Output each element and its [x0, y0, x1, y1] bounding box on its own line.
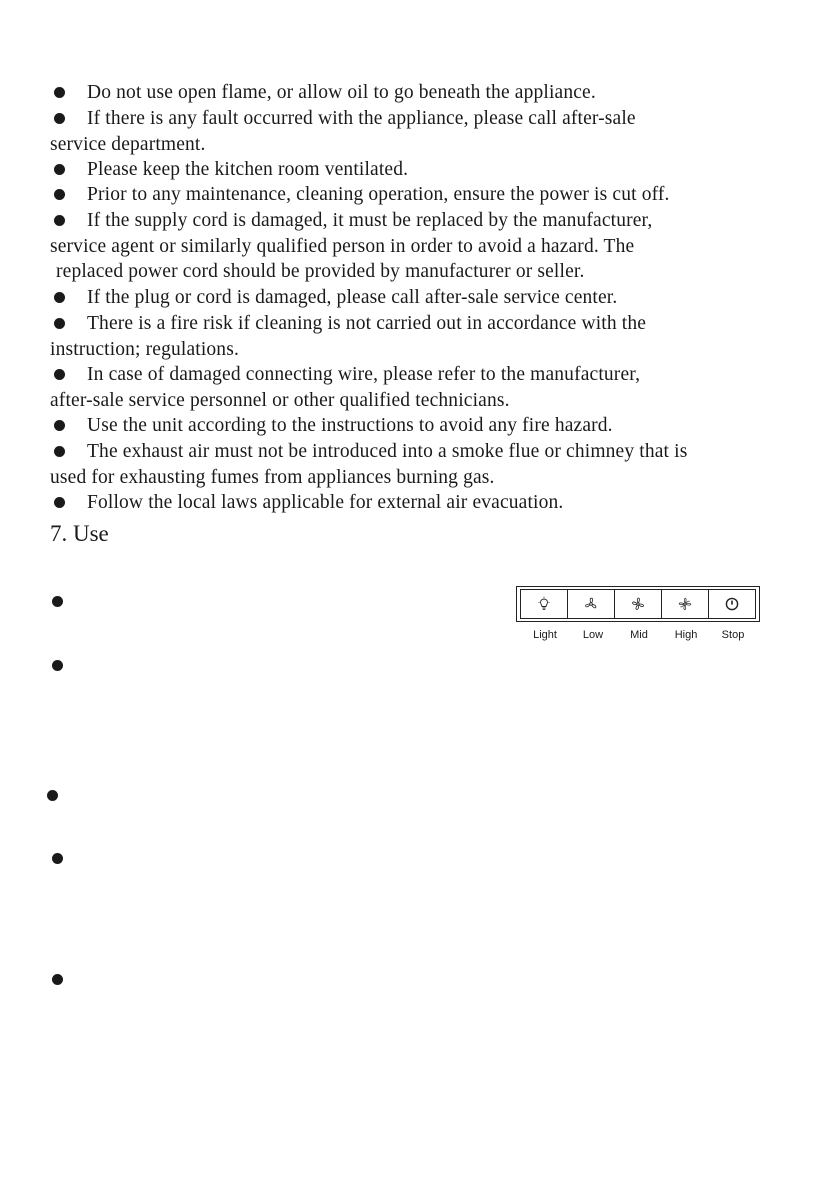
- fan-low-icon: [583, 596, 599, 612]
- warning-text: If there is any fault occurred with the appliance, please call after-sale: [87, 108, 636, 129]
- warning-text: Follow the local laws applicable for external air evacuation.: [87, 492, 564, 513]
- warning-text: Prior to any maintenance, cleaning operation, ensure the power is cut off.: [87, 184, 670, 205]
- bullet-icon: [54, 113, 65, 124]
- warning-text: Please keep the kitchen room ventilated.: [87, 159, 409, 180]
- section-title: 7. Use: [50, 521, 109, 546]
- stop-key-label: Stop: [721, 629, 745, 641]
- warning-text: used for exhausting fumes from appliances burning gas.: [50, 467, 495, 488]
- bullet-icon: [54, 164, 65, 175]
- fan-mid-icon: [630, 596, 646, 612]
- warning-text: service agent or similarly qualified person in order to avoid a hazard. The: [50, 236, 635, 257]
- warning-text: In case of damaged connecting wire, please refer to the manufacturer,: [87, 364, 641, 385]
- power-icon: [724, 596, 740, 612]
- high-key-label: High: [674, 629, 698, 641]
- control-panel-keys: [520, 589, 756, 619]
- warning-text: Use the unit according to the instructions to avoid any fire hazard.: [87, 415, 613, 436]
- bullet-icon: [54, 189, 65, 200]
- warning-text: The exhaust air must not be introduced into a smoke flue or chimney that is: [87, 441, 688, 462]
- bullet-icon: [54, 369, 65, 380]
- warning-text: instruction; regulations.: [50, 339, 239, 360]
- fan-high-icon: [677, 596, 693, 612]
- warning-text: Do not use open flame, or allow oil to go beneath the appliance.: [87, 82, 596, 103]
- warning-text: replaced power cord should be provided by manufacturer or seller.: [56, 261, 585, 282]
- bullet-icon: [54, 87, 65, 98]
- mid-key: [615, 590, 662, 618]
- bullet-icon: [54, 446, 65, 457]
- light-bulb-icon: [536, 596, 552, 612]
- mid-key-label: Mid: [630, 629, 648, 641]
- bullet-icon: [54, 420, 65, 431]
- bullet-icon: [54, 292, 65, 303]
- bullet-icon: [52, 596, 63, 607]
- warning-text: after-sale service personnel or other qualified technicians.: [50, 390, 510, 411]
- warning-text: service department.: [50, 134, 206, 155]
- light-key: [521, 590, 568, 618]
- bullet-icon: [54, 497, 65, 508]
- bullet-icon: [52, 974, 63, 985]
- stop-key: [709, 590, 755, 618]
- bullet-icon: [47, 790, 58, 801]
- low-key-label: Low: [582, 629, 604, 641]
- bullet-icon: [54, 215, 65, 226]
- bullet-icon: [52, 660, 63, 671]
- low-key: [568, 590, 615, 618]
- high-key: [662, 590, 709, 618]
- control-panel: [516, 586, 760, 622]
- warning-text: If the supply cord is damaged, it must be replaced by the manufacturer,: [87, 210, 653, 231]
- bullet-icon: [54, 318, 65, 329]
- light-key-label: Light: [533, 629, 557, 641]
- warning-text: If the plug or cord is damaged, please call after-sale service center.: [87, 287, 618, 308]
- bullet-icon: [52, 853, 63, 864]
- warning-text: There is a fire risk if cleaning is not carried out in accordance with the: [87, 313, 647, 334]
